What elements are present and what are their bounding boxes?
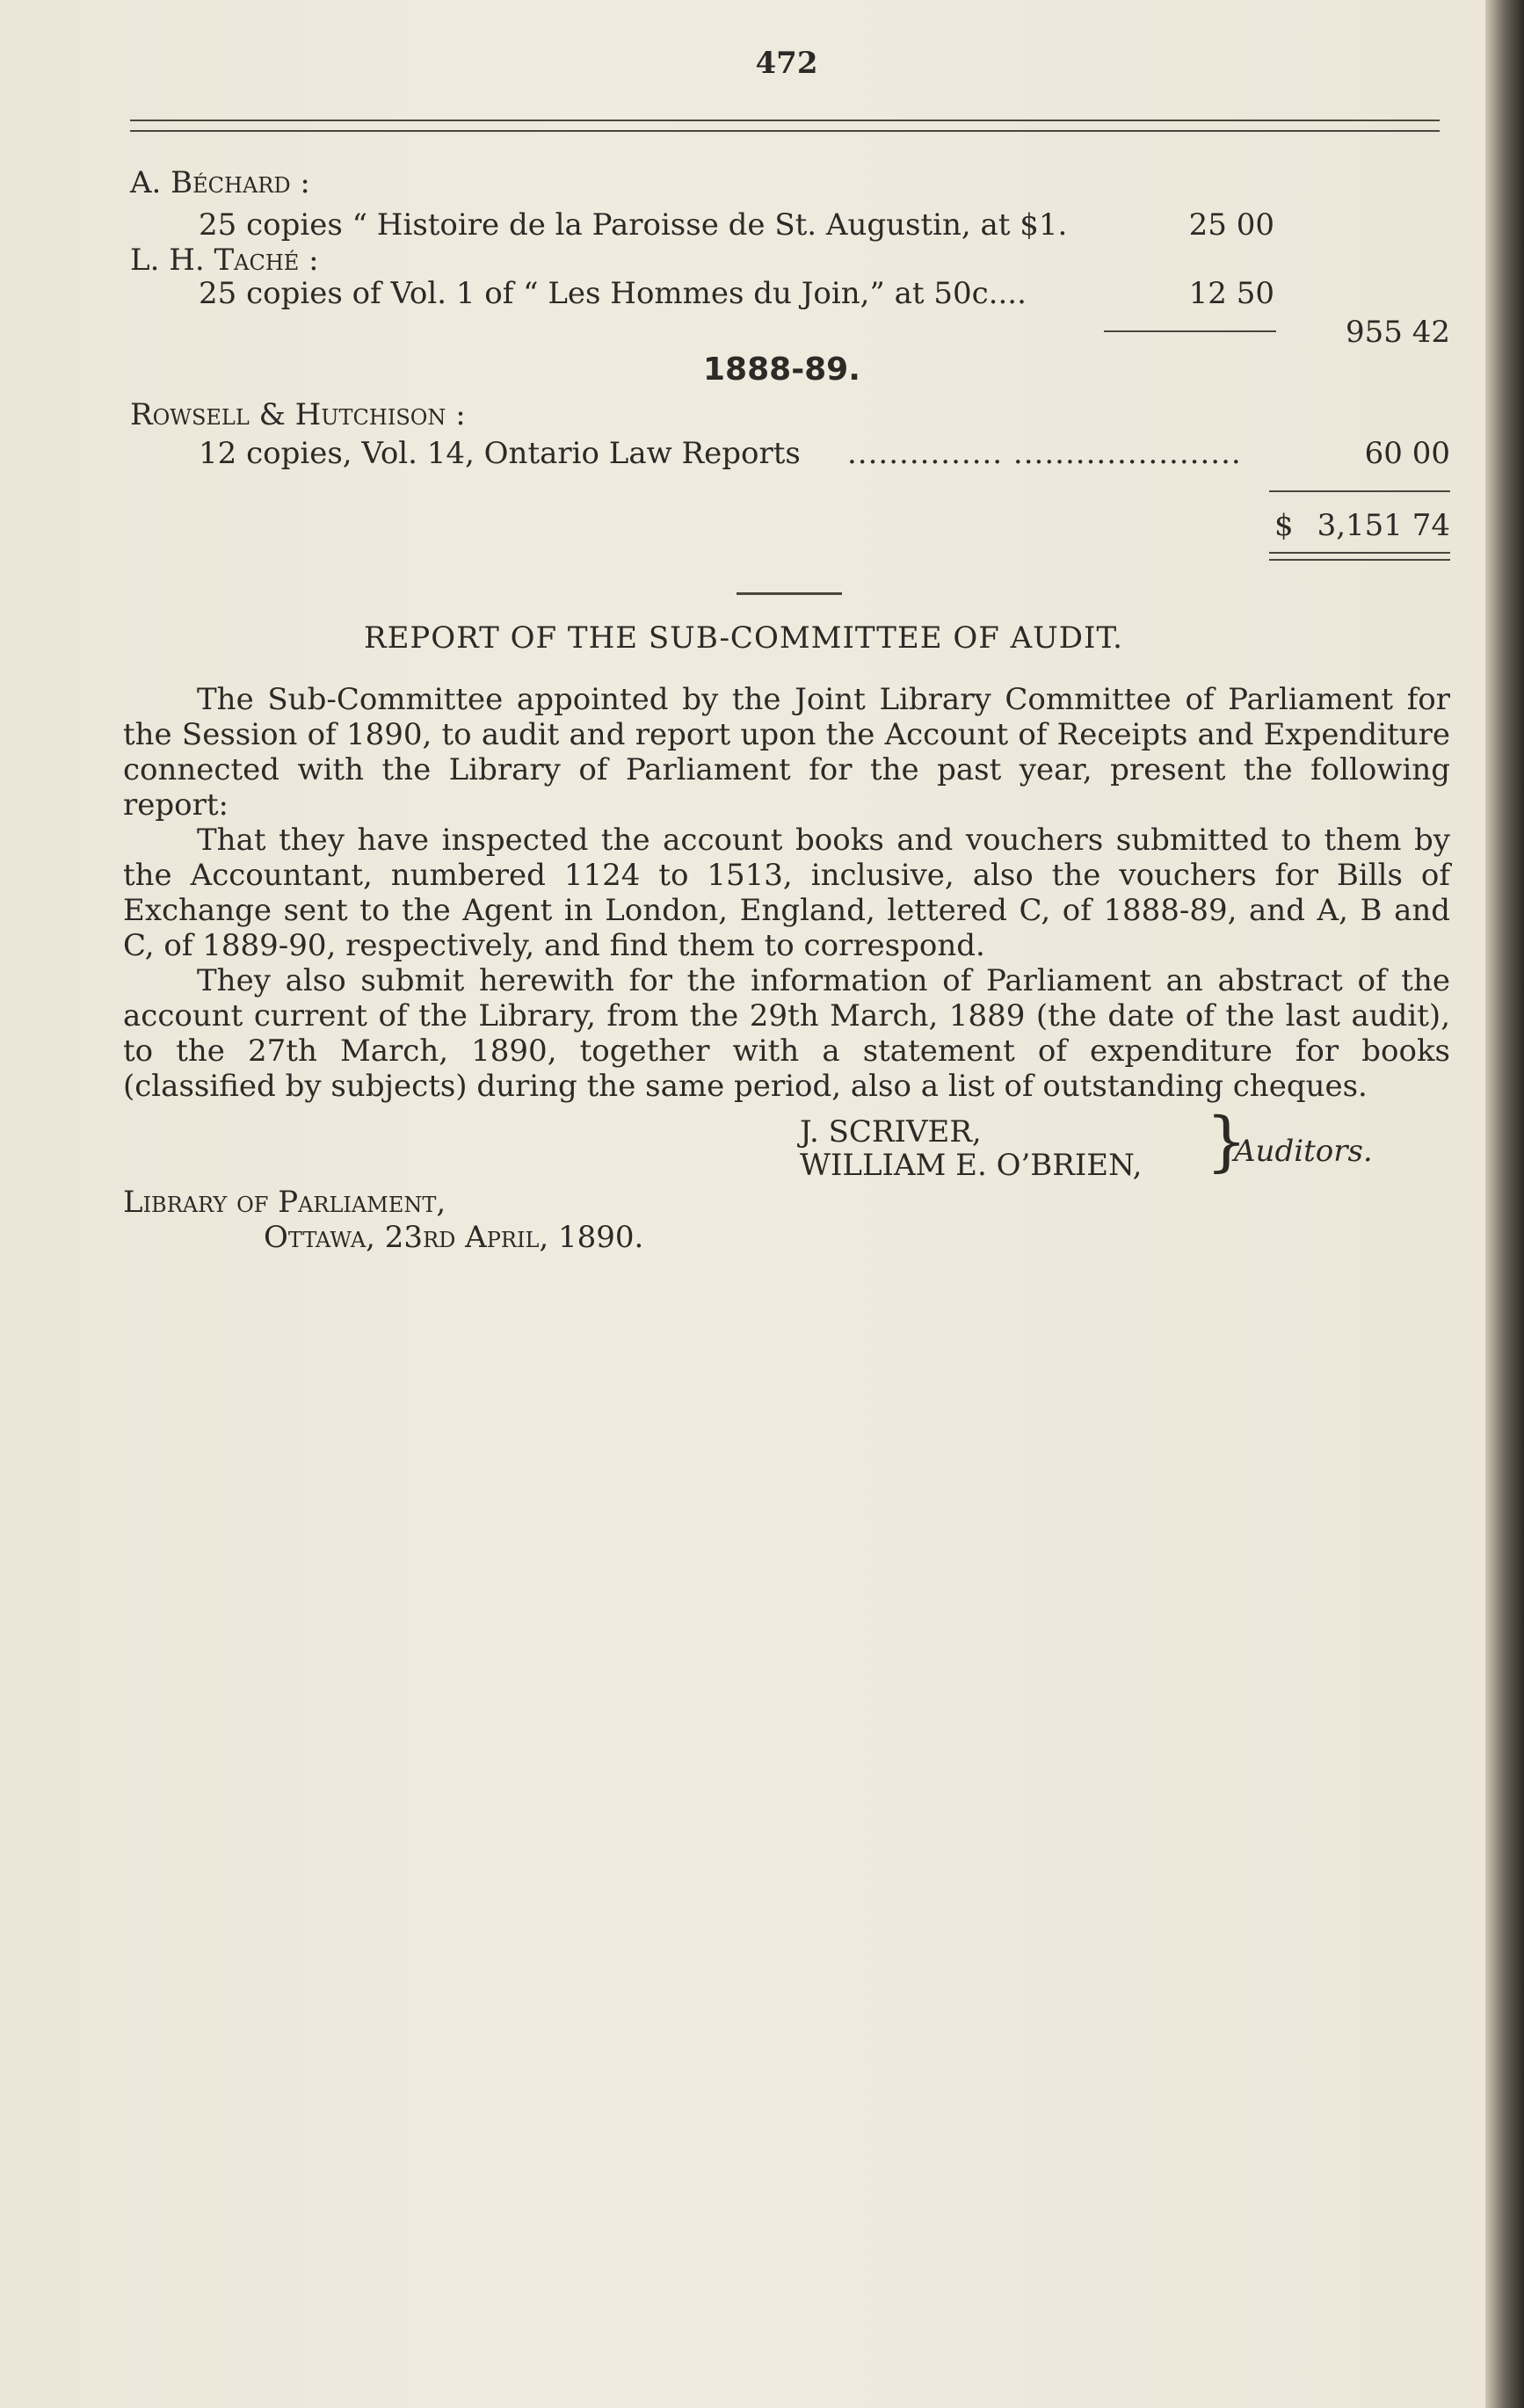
page-number: 472 xyxy=(755,46,818,81)
signatory-name: WILLIAM E. O’BRIEN, xyxy=(800,1148,1143,1183)
dot-leaders: ............... ...................... xyxy=(847,436,1242,471)
total-amount: 3,151 74 xyxy=(1317,508,1450,543)
report-paragraph: The Sub-Committee appointed by the Joint Library Committee of Parliament for the Session of 1890, to audit and report upon the Account of Receipts and Expenditure connected with the Library of Parliament for the past year, present the following report: xyxy=(123,682,1450,823)
section-divider xyxy=(737,592,842,595)
date-text: Ottawa, 23rd April, 1890. xyxy=(264,1220,644,1255)
book-spine-shadow xyxy=(1485,0,1524,2408)
report-paragraph: That they have inspected the account books and vouchers submitted to them by the Accountant, numbered 1124 to 1513, inclusive, also the vouchers for Bills of Exchange sent to the Agent in London, England, lettered C, of 1888-89, and A, B and C, of 1889-90, respectively, and find them to correspond. xyxy=(123,823,1450,963)
entry-line: 25 copies “ Histoire de la Paroisse de St. Augustin, at $1. xyxy=(199,207,1068,243)
entry-heading: A. Béchard : xyxy=(130,165,310,200)
entry-amount: 60 00 xyxy=(1364,436,1450,471)
entry-heading: Rowsell & Hutchison : xyxy=(130,397,466,432)
report-title: REPORT OF THE SUB-COMMITTEE OF AUDIT. xyxy=(364,620,1123,656)
header-rule-top xyxy=(130,120,1440,121)
total-rule-double-2 xyxy=(1269,559,1450,561)
signatory-role: Auditors. xyxy=(1234,1134,1373,1169)
entry-heading: L. H. Taché : xyxy=(130,243,319,278)
brace-mark: } xyxy=(1206,1104,1248,1179)
subtotal-rule xyxy=(1104,330,1276,332)
year-heading: 1888-89. xyxy=(703,352,860,388)
entry-line: 25 copies of Vol. 1 of “ Les Hommes du Join,” at 50c.... xyxy=(199,276,1027,311)
subtotal-amount: 955 42 xyxy=(1346,315,1450,350)
total-rule-top xyxy=(1269,490,1450,492)
signatory-name: J. SCRIVER, xyxy=(800,1114,982,1150)
report-body xyxy=(123,682,1450,1104)
entry-amount: 12 50 xyxy=(1188,276,1274,311)
entry-line: 12 copies, Vol. 14, Ontario Law Reports xyxy=(199,436,801,471)
report-paragraph: They also submit herewith for the information of Parliament an abstract of the account current of the Library, from the 29th March, 1889 (the date of the last audit), to the 27th March, 1890, together with a statement of expenditure for books (classified by subjects) during the same period, also a list of outstanding cheques. xyxy=(123,963,1450,1104)
entry-amount: 25 00 xyxy=(1188,207,1274,243)
date-line xyxy=(264,1220,643,1255)
total-currency: $ xyxy=(1274,508,1294,543)
place-line: Library of Parliament, xyxy=(123,1185,446,1220)
total-rule-double-1 xyxy=(1269,552,1450,554)
header-rule-bottom xyxy=(130,130,1440,132)
